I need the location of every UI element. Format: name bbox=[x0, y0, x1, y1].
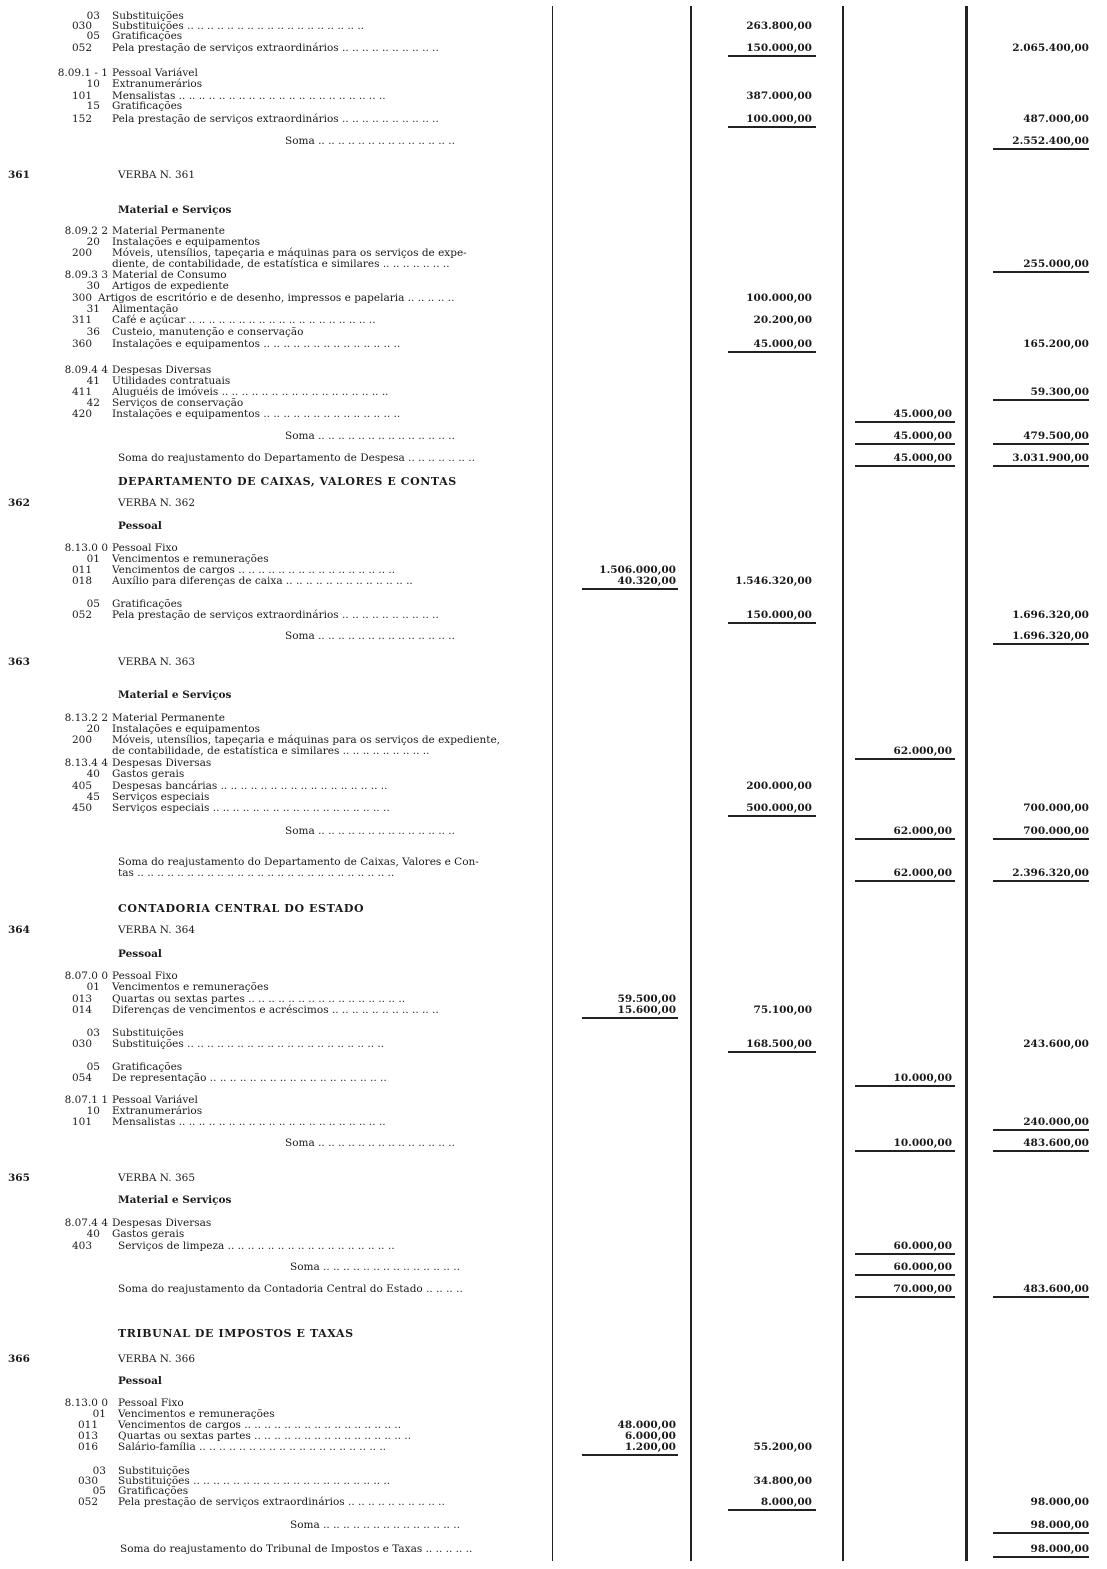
amount-c4: 240.000,00 bbox=[1023, 1116, 1089, 1128]
item-description: Pessoal bbox=[118, 948, 162, 960]
amount-c1: 1.200,00 bbox=[624, 1441, 676, 1453]
item-code: 8.13.2 2 bbox=[64, 712, 108, 724]
item-description: Pela prestação de serviços extraordinários .. .. .. .. .. .. .. .. .. .. bbox=[112, 609, 439, 621]
amount-c3: 62.000,00 bbox=[893, 825, 952, 837]
amount-c4: 1.696.320,00 bbox=[1012, 609, 1089, 621]
table-row bbox=[0, 497, 1107, 509]
item-code: 40 bbox=[86, 768, 100, 780]
table-row bbox=[0, 408, 1107, 420]
item-description: Custeio, manutenção e conservação bbox=[112, 326, 304, 338]
item-description: De representação .. .. .. .. .. .. .. .. .. .. .. .. .. .. .. .. .. .. bbox=[112, 1072, 387, 1084]
total-rule bbox=[993, 1296, 1089, 1298]
amount-c4: 255.000,00 bbox=[1023, 258, 1089, 270]
item-description: Pessoal Variável bbox=[112, 1094, 198, 1106]
item-description: Despesas Diversas bbox=[112, 364, 212, 376]
amount-c4: 59.300,00 bbox=[1030, 386, 1089, 398]
total-rule bbox=[993, 1129, 1089, 1131]
total-rule bbox=[993, 838, 1089, 840]
total-rule bbox=[728, 815, 816, 817]
item-code: 03 bbox=[92, 1465, 106, 1477]
item-code: 052 bbox=[77, 1496, 98, 1508]
item-code: 018 bbox=[71, 575, 92, 587]
item-description: Vencimentos de cargos .. .. .. .. .. .. .. .. .. .. .. .. .. .. .. .. bbox=[112, 564, 396, 576]
verba-number: 365 bbox=[8, 1172, 30, 1184]
amount-c2: 168.500,00 bbox=[746, 1038, 812, 1050]
total-rule bbox=[855, 465, 955, 467]
item-description: Café e açúcar .. .. .. .. .. .. .. .. .. .. .. .. .. .. .. .. .. .. .. bbox=[112, 314, 376, 326]
total-rule bbox=[582, 588, 678, 590]
total-rule bbox=[855, 1085, 955, 1087]
item-description: Vencimentos e remunerações bbox=[112, 553, 269, 565]
amount-c1: 59.500,00 bbox=[617, 993, 676, 1005]
amount-c2: 100.000,00 bbox=[746, 292, 812, 304]
table-row bbox=[0, 1116, 1107, 1128]
total-rule bbox=[993, 1532, 1089, 1534]
table-row bbox=[0, 113, 1107, 125]
total-rule bbox=[855, 758, 955, 760]
table-row bbox=[0, 656, 1107, 668]
item-code: 01 bbox=[92, 1408, 106, 1420]
total-rule bbox=[993, 148, 1089, 150]
table-row bbox=[0, 802, 1107, 814]
amount-c3: 45.000,00 bbox=[893, 408, 952, 420]
item-description: Gratificações bbox=[112, 100, 183, 112]
amount-c4: 700.000,00 bbox=[1023, 825, 1089, 837]
amount-c2: 150.000,00 bbox=[746, 42, 812, 54]
amount-c2: 20.200,00 bbox=[753, 314, 812, 326]
item-description: Soma do reajustamento do Tribunal de Impostos e Taxas .. .. .. .. .. bbox=[120, 1543, 473, 1555]
item-description: Soma .. .. .. .. .. .. .. .. .. .. .. .. .. .. bbox=[285, 825, 455, 837]
table-row bbox=[0, 1375, 1107, 1387]
table-row bbox=[0, 825, 1107, 837]
item-code: 41 bbox=[86, 375, 100, 387]
total-rule bbox=[728, 55, 816, 57]
item-code: 36 bbox=[86, 326, 100, 338]
section-heading: CONTADORIA CENTRAL DO ESTADO bbox=[118, 902, 365, 915]
amount-c4: 98.000,00 bbox=[1030, 1496, 1089, 1508]
table-row bbox=[0, 204, 1107, 216]
table-row bbox=[0, 689, 1107, 701]
total-rule bbox=[728, 1509, 816, 1511]
item-description: Material de Consumo bbox=[112, 269, 227, 281]
item-description: Utilidades contratuais bbox=[112, 375, 231, 387]
item-description: Salário-família .. .. .. .. .. .. .. .. .. .. .. .. .. .. .. .. .. .. .. bbox=[118, 1441, 387, 1453]
amount-c4: 487.000,00 bbox=[1023, 113, 1089, 125]
amount-c2: 1.546.320,00 bbox=[735, 575, 812, 587]
total-rule bbox=[582, 1454, 678, 1456]
item-description: Gratificações bbox=[112, 1061, 183, 1073]
item-description: Quartas ou sextas partes .. .. .. .. .. .. .. .. .. .. .. .. .. .. .. .. bbox=[118, 1430, 412, 1442]
item-description: Instalações e equipamentos .. .. .. .. .. .. .. .. .. .. .. .. .. .. bbox=[112, 338, 401, 350]
total-rule bbox=[993, 880, 1089, 882]
total-rule bbox=[855, 838, 955, 840]
item-description: Material e Serviços bbox=[118, 1194, 232, 1206]
item-description: Mensalistas .. .. .. .. .. .. .. .. .. .. .. .. .. .. .. .. .. .. .. .. .. bbox=[112, 1116, 386, 1128]
amount-c3: 60.000,00 bbox=[893, 1240, 952, 1252]
verba-number: 366 bbox=[8, 1353, 30, 1365]
table-row bbox=[0, 280, 1107, 292]
item-description: Material e Serviços bbox=[118, 689, 232, 701]
item-code: 8.09.1 - 1 bbox=[57, 67, 108, 79]
item-code: 8.09.4 4 bbox=[64, 364, 108, 376]
table-row bbox=[0, 42, 1107, 54]
table-row bbox=[0, 1496, 1107, 1508]
table-row bbox=[0, 326, 1107, 338]
table-row bbox=[0, 630, 1107, 642]
item-code: 101 bbox=[71, 90, 92, 102]
item-description: diente, de contabilidade, de estatística e similares .. .. .. .. .. .. .. bbox=[112, 258, 450, 270]
total-rule bbox=[855, 421, 955, 423]
item-description: Artigos de expediente bbox=[112, 280, 229, 292]
table-row bbox=[0, 1543, 1107, 1555]
item-description: Móveis, utensílios, tapeçaria e máquinas para os serviços de expediente, bbox=[112, 734, 500, 746]
item-description: Pessoal bbox=[118, 520, 162, 532]
item-description: Substituições bbox=[118, 1465, 190, 1477]
total-rule bbox=[993, 443, 1089, 445]
item-description: Gastos gerais bbox=[112, 768, 185, 780]
amount-c1: 1.506.000,00 bbox=[599, 564, 676, 576]
item-code: 101 bbox=[71, 1116, 92, 1128]
item-description: Substituições .. .. .. .. .. .. .. .. .. .. .. .. .. .. .. .. .. .. bbox=[112, 20, 365, 32]
item-description: Despesas Diversas bbox=[112, 757, 212, 769]
item-description: Vencimentos e remunerações bbox=[112, 981, 269, 993]
amount-c4: 3.031.900,00 bbox=[1012, 452, 1089, 464]
item-code: 052 bbox=[71, 42, 92, 54]
item-code: 10 bbox=[86, 78, 100, 90]
item-description: VERBA N. 362 bbox=[118, 497, 196, 509]
table-row bbox=[0, 1072, 1107, 1084]
item-code: 014 bbox=[71, 1004, 92, 1016]
item-description: Alimentação bbox=[112, 303, 179, 315]
amount-c1: 40.320,00 bbox=[617, 575, 676, 587]
table-row bbox=[0, 948, 1107, 960]
table-row bbox=[0, 575, 1107, 587]
item-code: 8.07.4 4 bbox=[64, 1217, 108, 1229]
item-description: VERBA N. 361 bbox=[118, 169, 196, 181]
total-rule bbox=[855, 1150, 955, 1152]
item-code: 013 bbox=[71, 993, 92, 1005]
item-description: Instalações e equipamentos .. .. .. .. .. .. .. .. .. .. .. .. .. .. bbox=[112, 408, 401, 420]
table-row bbox=[0, 1172, 1107, 1184]
item-description: Gratificações bbox=[112, 598, 183, 610]
item-description: Instalações e equipamentos bbox=[112, 236, 260, 248]
table-row bbox=[0, 430, 1107, 442]
amount-c4: 243.600,00 bbox=[1023, 1038, 1089, 1050]
item-code: 016 bbox=[77, 1441, 98, 1453]
total-rule bbox=[728, 126, 816, 128]
amount-c3: 10.000,00 bbox=[893, 1137, 952, 1149]
item-code: 411 bbox=[71, 386, 92, 398]
item-code: 030 bbox=[77, 1475, 98, 1487]
item-description: Substituições .. .. .. .. .. .. .. .. .. .. .. .. .. .. .. .. .. .. .. .. bbox=[112, 1038, 385, 1050]
total-rule bbox=[993, 1150, 1089, 1152]
total-rule bbox=[855, 1253, 955, 1255]
table-row bbox=[0, 1353, 1107, 1365]
item-description: Extranumerários bbox=[112, 1105, 203, 1117]
item-description: Soma .. .. .. .. .. .. .. .. .. .. .. .. .. .. bbox=[290, 1519, 460, 1531]
table-row bbox=[0, 1194, 1107, 1206]
item-code: 030 bbox=[71, 20, 92, 32]
table-row bbox=[0, 609, 1107, 621]
item-description: VERBA N. 366 bbox=[118, 1353, 196, 1365]
amount-c4: 1.696.320,00 bbox=[1012, 630, 1089, 642]
item-code: 01 bbox=[86, 981, 100, 993]
item-description: Serviços de limpeza .. .. .. .. .. .. .. .. .. .. .. .. .. .. .. .. .. bbox=[118, 1240, 395, 1252]
total-rule bbox=[728, 351, 816, 353]
item-code: 05 bbox=[86, 1061, 100, 1073]
table-row bbox=[0, 100, 1107, 112]
table-row bbox=[0, 867, 1107, 879]
table-row bbox=[0, 452, 1107, 464]
item-description: Pessoal Fixo bbox=[112, 542, 178, 554]
item-description: Soma .. .. .. .. .. .. .. .. .. .. .. .. .. .. bbox=[290, 1261, 460, 1273]
item-description: Pessoal Fixo bbox=[118, 1397, 184, 1409]
total-rule bbox=[993, 643, 1089, 645]
amount-c2: 34.800,00 bbox=[753, 1475, 812, 1487]
item-description: Diferenças de vencimentos e acréscimos .. .. .. .. .. .. .. .. .. .. .. bbox=[112, 1004, 439, 1016]
item-code: 450 bbox=[71, 802, 92, 814]
item-description: Soma do reajustamento do Departamento de Despesa .. .. .. .. .. .. .. bbox=[118, 452, 475, 464]
item-description: Pessoal Variável bbox=[112, 67, 198, 79]
item-description: Material Permanente bbox=[112, 225, 225, 237]
item-code: 011 bbox=[77, 1419, 98, 1431]
item-code: 8.07.0 0 bbox=[64, 970, 108, 982]
item-description: Soma .. .. .. .. .. .. .. .. .. .. .. .. .. .. bbox=[285, 1137, 455, 1149]
amount-c4: 165.200,00 bbox=[1023, 338, 1089, 350]
item-code: 8.09.2 2 bbox=[64, 225, 108, 237]
amount-c4: 483.600,00 bbox=[1023, 1137, 1089, 1149]
item-description: Extranumerários bbox=[112, 78, 203, 90]
item-description: Instalações e equipamentos bbox=[112, 723, 260, 735]
item-code: 15 bbox=[86, 100, 100, 112]
item-description: Gratificações bbox=[112, 30, 183, 42]
item-code: 311 bbox=[71, 314, 92, 326]
amount-c2: 200.000,00 bbox=[746, 780, 812, 792]
amount-c2: 45.000,00 bbox=[753, 338, 812, 350]
total-rule bbox=[728, 622, 816, 624]
amount-c2: 263.800,00 bbox=[746, 20, 812, 32]
item-code: 8.13.0 0 bbox=[64, 1397, 108, 1409]
table-row bbox=[0, 135, 1107, 147]
table-row bbox=[0, 745, 1107, 757]
total-rule bbox=[855, 1296, 955, 1298]
amount-c1: 6.000,00 bbox=[624, 1430, 676, 1442]
amount-c2: 387.000,00 bbox=[746, 90, 812, 102]
item-description: Artigos de escritório e de desenho, impressos e papelaria .. .. .. .. .. bbox=[98, 292, 455, 304]
item-description: Auxílio para diferenças de caixa .. .. .. .. .. .. .. .. .. .. .. .. .. bbox=[112, 575, 413, 587]
item-description: Gastos gerais bbox=[112, 1228, 185, 1240]
total-rule bbox=[993, 465, 1089, 467]
item-code: 300 bbox=[71, 292, 92, 304]
item-code: 31 bbox=[86, 303, 100, 315]
item-description: Soma do reajustamento da Contadoria Central do Estado .. .. .. .. bbox=[118, 1283, 463, 1295]
item-description: Pessoal Fixo bbox=[112, 970, 178, 982]
table-row bbox=[0, 1283, 1107, 1295]
table-row bbox=[0, 476, 1107, 488]
verba-number: 362 bbox=[8, 497, 30, 509]
verba-number: 363 bbox=[8, 656, 30, 668]
section-heading: TRIBUNAL DE IMPOSTOS E TAXAS bbox=[118, 1327, 354, 1340]
item-description: Substituições bbox=[112, 1027, 184, 1039]
amount-c3: 62.000,00 bbox=[893, 867, 952, 879]
item-description: Soma do reajustamento do Departamento de Caixas, Valores e Con- bbox=[118, 856, 479, 868]
amount-c2: 150.000,00 bbox=[746, 609, 812, 621]
item-code: 405 bbox=[71, 780, 92, 792]
item-code: 403 bbox=[71, 1240, 92, 1252]
amount-c2: 75.100,00 bbox=[753, 1004, 812, 1016]
total-rule bbox=[728, 1051, 816, 1053]
item-code: 10 bbox=[86, 1105, 100, 1117]
item-code: 013 bbox=[77, 1430, 98, 1442]
item-code: 420 bbox=[71, 408, 92, 420]
item-code: 030 bbox=[71, 1038, 92, 1050]
item-code: 011 bbox=[71, 564, 92, 576]
item-code: 03 bbox=[86, 10, 100, 22]
total-rule bbox=[855, 443, 955, 445]
item-description: Aluguéis de imóveis .. .. .. .. .. .. .. .. .. .. .. .. .. .. .. .. .. bbox=[112, 386, 389, 398]
amount-c4: 479.500,00 bbox=[1023, 430, 1089, 442]
amount-c4: 483.600,00 bbox=[1023, 1283, 1089, 1295]
amount-c3: 70.000,00 bbox=[893, 1283, 952, 1295]
table-row bbox=[0, 338, 1107, 350]
item-code: 200 bbox=[71, 247, 92, 259]
item-description: VERBA N. 363 bbox=[118, 656, 196, 668]
total-rule bbox=[855, 1274, 955, 1276]
amount-c4: 2.552.400,00 bbox=[1012, 135, 1089, 147]
amount-c1: 15.600,00 bbox=[617, 1004, 676, 1016]
item-code: 054 bbox=[71, 1072, 92, 1084]
table-row bbox=[0, 78, 1107, 90]
item-description: Despesas Diversas bbox=[112, 1217, 212, 1229]
amount-c4: 2.065.400,00 bbox=[1012, 42, 1089, 54]
item-code: 8.13.4 4 bbox=[64, 757, 108, 769]
amount-c3: 45.000,00 bbox=[893, 430, 952, 442]
item-description: Quartas ou sextas partes .. .. .. .. .. .. .. .. .. .. .. .. .. .. .. .. bbox=[112, 993, 406, 1005]
verba-number: 361 bbox=[8, 169, 30, 181]
table-row bbox=[0, 520, 1107, 532]
item-description: Substituições .. .. .. .. .. .. .. .. .. .. .. .. .. .. .. .. .. .. .. .. bbox=[118, 1475, 391, 1487]
table-row bbox=[0, 169, 1107, 181]
item-description: Pela prestação de serviços extraordinários .. .. .. .. .. .. .. .. .. .. bbox=[112, 113, 439, 125]
table-row bbox=[0, 30, 1107, 42]
total-rule bbox=[993, 399, 1089, 401]
item-description: Gratificações bbox=[118, 1485, 189, 1497]
item-description: Soma .. .. .. .. .. .. .. .. .. .. .. .. .. .. bbox=[285, 135, 455, 147]
amount-c3: 62.000,00 bbox=[893, 745, 952, 757]
item-code: 05 bbox=[92, 1485, 106, 1497]
table-row bbox=[0, 1441, 1107, 1453]
item-description: VERBA N. 364 bbox=[118, 924, 196, 936]
item-description: VERBA N. 365 bbox=[118, 1172, 196, 1184]
amount-c2: 500.000,00 bbox=[746, 802, 812, 814]
item-description: Despesas bancárias .. .. .. .. .. .. .. .. .. .. .. .. .. .. .. .. .. bbox=[112, 780, 388, 792]
item-description: Soma .. .. .. .. .. .. .. .. .. .. .. .. .. .. bbox=[285, 630, 455, 642]
table-row bbox=[0, 903, 1107, 915]
item-description: Vencimentos de cargos .. .. .. .. .. .. .. .. .. .. .. .. .. .. .. .. bbox=[118, 1419, 402, 1431]
amount-c4: 2.396.320,00 bbox=[1012, 867, 1089, 879]
item-description: Pela prestação de serviços extraordinários .. .. .. .. .. .. .. .. .. .. bbox=[118, 1496, 445, 1508]
table-row bbox=[0, 1038, 1107, 1050]
item-description: Soma .. .. .. .. .. .. .. .. .. .. .. .. .. .. bbox=[285, 430, 455, 442]
table-row bbox=[0, 1261, 1107, 1273]
item-description: Serviços especiais .. .. .. .. .. .. .. .. .. .. .. .. .. .. .. .. .. .. bbox=[112, 802, 390, 814]
total-rule bbox=[582, 1017, 678, 1019]
amount-c4: 98.000,00 bbox=[1030, 1519, 1089, 1531]
item-code: 8.13.0 0 bbox=[64, 542, 108, 554]
item-code: 40 bbox=[86, 1228, 100, 1240]
item-code: 360 bbox=[71, 338, 92, 350]
amount-c3: 60.000,00 bbox=[893, 1261, 952, 1273]
table-row bbox=[0, 314, 1107, 326]
total-rule bbox=[993, 1556, 1089, 1558]
table-row bbox=[0, 768, 1107, 780]
amount-c3: 10.000,00 bbox=[893, 1072, 952, 1084]
table-row bbox=[0, 981, 1107, 993]
item-description: Serviços de conservação bbox=[112, 397, 244, 409]
item-code: 152 bbox=[71, 113, 92, 125]
item-description: Vencimentos e remunerações bbox=[118, 1408, 275, 1420]
amount-c2: 100.000,00 bbox=[746, 113, 812, 125]
amount-c4: 700.000,00 bbox=[1023, 802, 1089, 814]
item-code: 8.07.1 1 bbox=[64, 1094, 108, 1106]
item-description: Mensalistas .. .. .. .. .. .. .. .. .. .. .. .. .. .. .. .. .. .. .. .. .. bbox=[112, 90, 386, 102]
amount-c1: 48.000,00 bbox=[617, 1419, 676, 1431]
table-row bbox=[0, 1519, 1107, 1531]
total-rule bbox=[993, 271, 1089, 273]
item-description: de contabilidade, de estatística e similares .. .. .. .. .. .. .. .. .. bbox=[112, 745, 430, 757]
item-code: 42 bbox=[86, 397, 100, 409]
table-row bbox=[0, 1137, 1107, 1149]
item-code: 8.09.3 3 bbox=[64, 269, 108, 281]
item-code: 05 bbox=[86, 30, 100, 42]
item-code: 45 bbox=[86, 791, 100, 803]
item-description: Móveis, utensílios, tapeçaria e máquinas para os serviços de expe- bbox=[112, 247, 467, 259]
item-description: Pessoal bbox=[118, 1375, 162, 1387]
item-description: Material e Serviços bbox=[118, 204, 232, 216]
item-code: 20 bbox=[86, 236, 100, 248]
item-description: Serviços especiais bbox=[112, 791, 210, 803]
item-description: Substituições bbox=[112, 10, 184, 22]
section-heading: DEPARTAMENTO DE CAIXAS, VALORES E CONTAS bbox=[118, 475, 457, 488]
item-code: 30 bbox=[86, 280, 100, 292]
item-code: 200 bbox=[71, 734, 92, 746]
item-description: tas .. .. .. .. .. .. .. .. .. .. .. .. .. .. .. .. .. .. .. .. .. .. .. .. .. .. bbox=[118, 867, 395, 879]
item-code: 052 bbox=[71, 609, 92, 621]
amount-c2: 55.200,00 bbox=[753, 1441, 812, 1453]
amount-c4: 98.000,00 bbox=[1030, 1543, 1089, 1555]
table-row bbox=[0, 924, 1107, 936]
amount-c3: 45.000,00 bbox=[893, 452, 952, 464]
item-code: 03 bbox=[86, 1027, 100, 1039]
table-row bbox=[0, 1240, 1107, 1252]
item-code: 20 bbox=[86, 723, 100, 735]
amount-c2: 8.000,00 bbox=[760, 1496, 812, 1508]
total-rule bbox=[855, 880, 955, 882]
item-description: Material Permanente bbox=[112, 712, 225, 724]
item-code: 01 bbox=[86, 553, 100, 565]
verba-number: 364 bbox=[8, 924, 30, 936]
item-description: Pela prestação de serviços extraordinários .. .. .. .. .. .. .. .. .. .. bbox=[112, 42, 439, 54]
table-row bbox=[0, 1328, 1107, 1340]
table-row bbox=[0, 1228, 1107, 1240]
table-row bbox=[0, 1004, 1107, 1016]
item-code: 05 bbox=[86, 598, 100, 610]
